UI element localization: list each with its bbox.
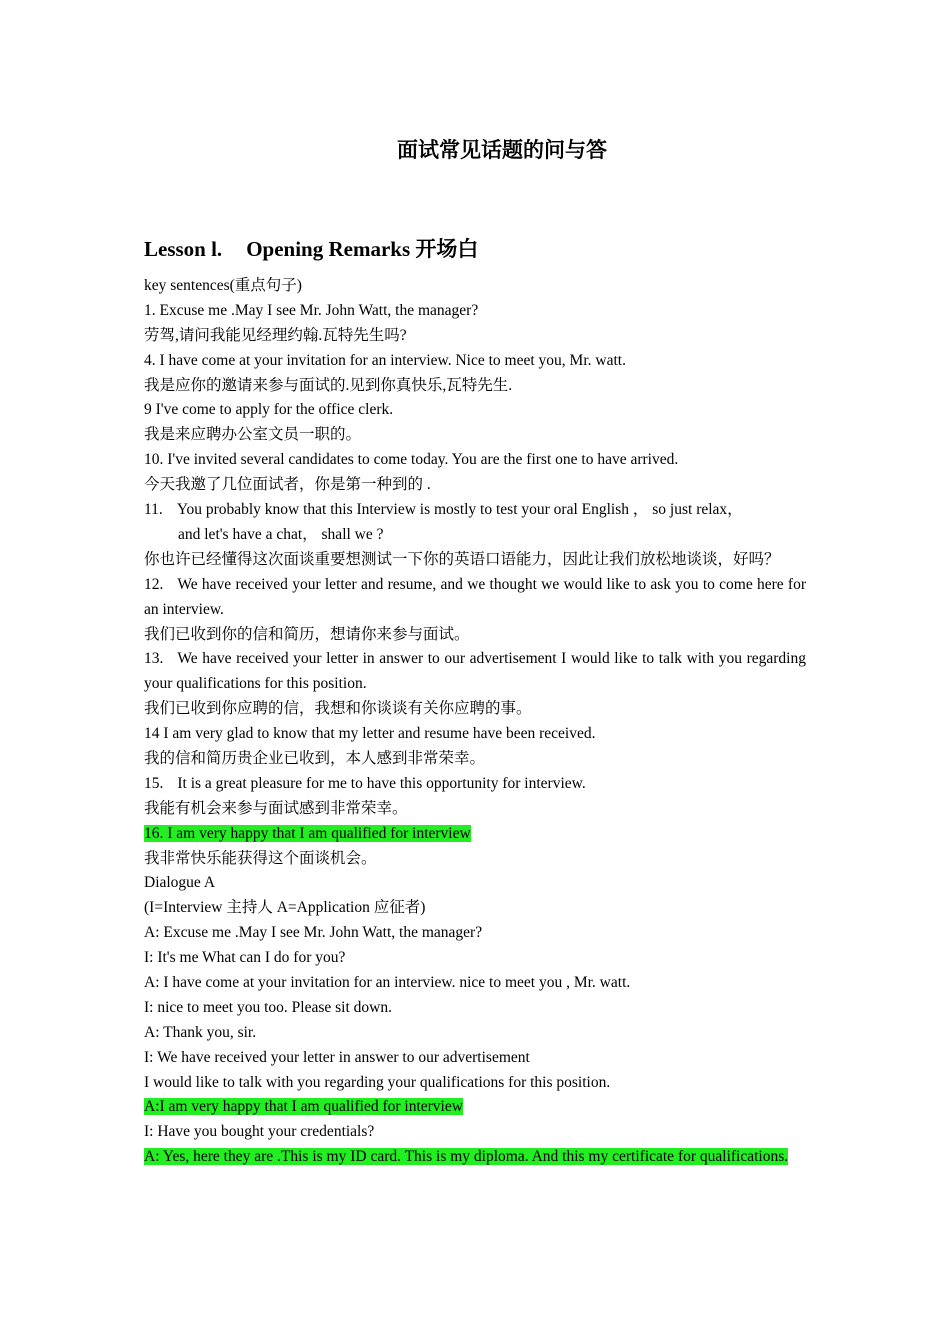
dialogue-line: A: I have come at your invitation for an interview. nice to meet you , Mr. watt. (144, 974, 631, 992)
text-line: 4. I have come at your invitation for an interview. Nice to meet you, Mr. watt. (144, 351, 626, 369)
text-paragraph: 你也许已经懂得这次面谈重要想测试一下你的英语口语能力，因此让我们放松地谈谈，好吗？ (144, 550, 780, 568)
item-text: We have received your letter and resume, and we thought we would like to ask you to come here for an interview. (144, 575, 806, 618)
dialogue-paragraph (144, 1145, 806, 1170)
item-text: It is a great pleasure for me to have this opportunity for interview. (177, 774, 586, 792)
dialogue-heading: Dialogue A (144, 874, 216, 892)
dialogue-line (144, 1095, 806, 1120)
lesson-label: Lesson l. (144, 237, 223, 261)
dialogue-line: I: Have you bought your credentials? (144, 1123, 375, 1141)
text-line: 今天我邀了几位面试者，你是第一种到的 . (144, 476, 431, 494)
text-line: 1. Excuse me .May I see Mr. John Watt, the manager? (144, 301, 479, 319)
lesson-heading (144, 234, 478, 264)
text-line: 我非常快乐能获得这个面谈机会。 (144, 849, 377, 867)
dialogue-line: I: nice to meet you too. Please sit down. (144, 998, 392, 1016)
dialogue-line: I would like to talk with you regarding your qualifications for this position. (144, 1073, 611, 1091)
text-line: key sentences(重点句子) (144, 277, 302, 294)
dialogue-line: A: Excuse me .May I see Mr. John Watt, the manager? (144, 924, 483, 942)
text-line: 14 I am very glad to know that my letter and resume have been received. (144, 725, 596, 743)
text-paragraph (144, 647, 806, 697)
text-line (144, 822, 806, 847)
text-line: 我们已收到你的信和简历，想请你来参与面试。 (144, 625, 470, 643)
dialogue-line: A: Thank you, sir. (144, 1023, 257, 1041)
page-title: 面试常见话题的问与答 (397, 138, 607, 162)
text-line: (I=Interview 主持人 A=Application 应征者) (144, 899, 426, 917)
dialogue-line: I: It's me What can I do for you? (144, 949, 346, 967)
lesson-title: Opening Remarks 开场白 (246, 237, 479, 261)
text-line: 我们已收到你应聘的信，我想和你谈谈有关你应聘的事。 (144, 700, 532, 718)
document-body (144, 274, 806, 1170)
text-paragraph (144, 573, 806, 623)
item-text: You probably know that this Interview is mostly to test your oral English ， so just relax， (176, 501, 743, 519)
item-number: 15. (144, 774, 164, 792)
item-number: 12. (144, 575, 164, 593)
text-line: 我是来应聘办公室文员一职的。 (144, 426, 362, 444)
item-text: We have received your letter in answer to our advertisement I would like to talk with you regarding your qualifications for this position. (144, 650, 806, 693)
item-number: 11. (144, 501, 163, 519)
text-line (144, 498, 806, 523)
text-line: 劳驾,请问我能见经理约翰.瓦特先生吗? (144, 326, 407, 344)
dialogue-line: I: We have received your letter in answer to our advertisement (144, 1048, 530, 1066)
text-line: and let's have a chat， shall we ? (178, 525, 384, 543)
text-line: 我的信和简历贵企业已收到，本人感到非常荣幸。 (144, 750, 486, 767)
text-line: 10. I've invited several candidates to come today. You are the first one to have arrived. (144, 451, 679, 469)
highlighted-text: A: Yes, here they are .This is my ID card. This is my diploma. And this my certificate for qualifications. (144, 1148, 789, 1166)
text-line (144, 772, 806, 797)
highlighted-text: A:I am very happy that I am qualified for interview (144, 1098, 463, 1116)
text-line: 9 I've come to apply for the office clerk. (144, 401, 394, 419)
item-number: 13. (144, 650, 164, 668)
highlighted-text: 16. I am very happy that I am qualified for interview (144, 824, 471, 842)
text-line: 我能有机会来参与面试感到非常荣幸。 (144, 799, 408, 817)
text-line: 我是应你的邀请来参与面试的.见到你真快乐,瓦特先生. (144, 376, 513, 394)
